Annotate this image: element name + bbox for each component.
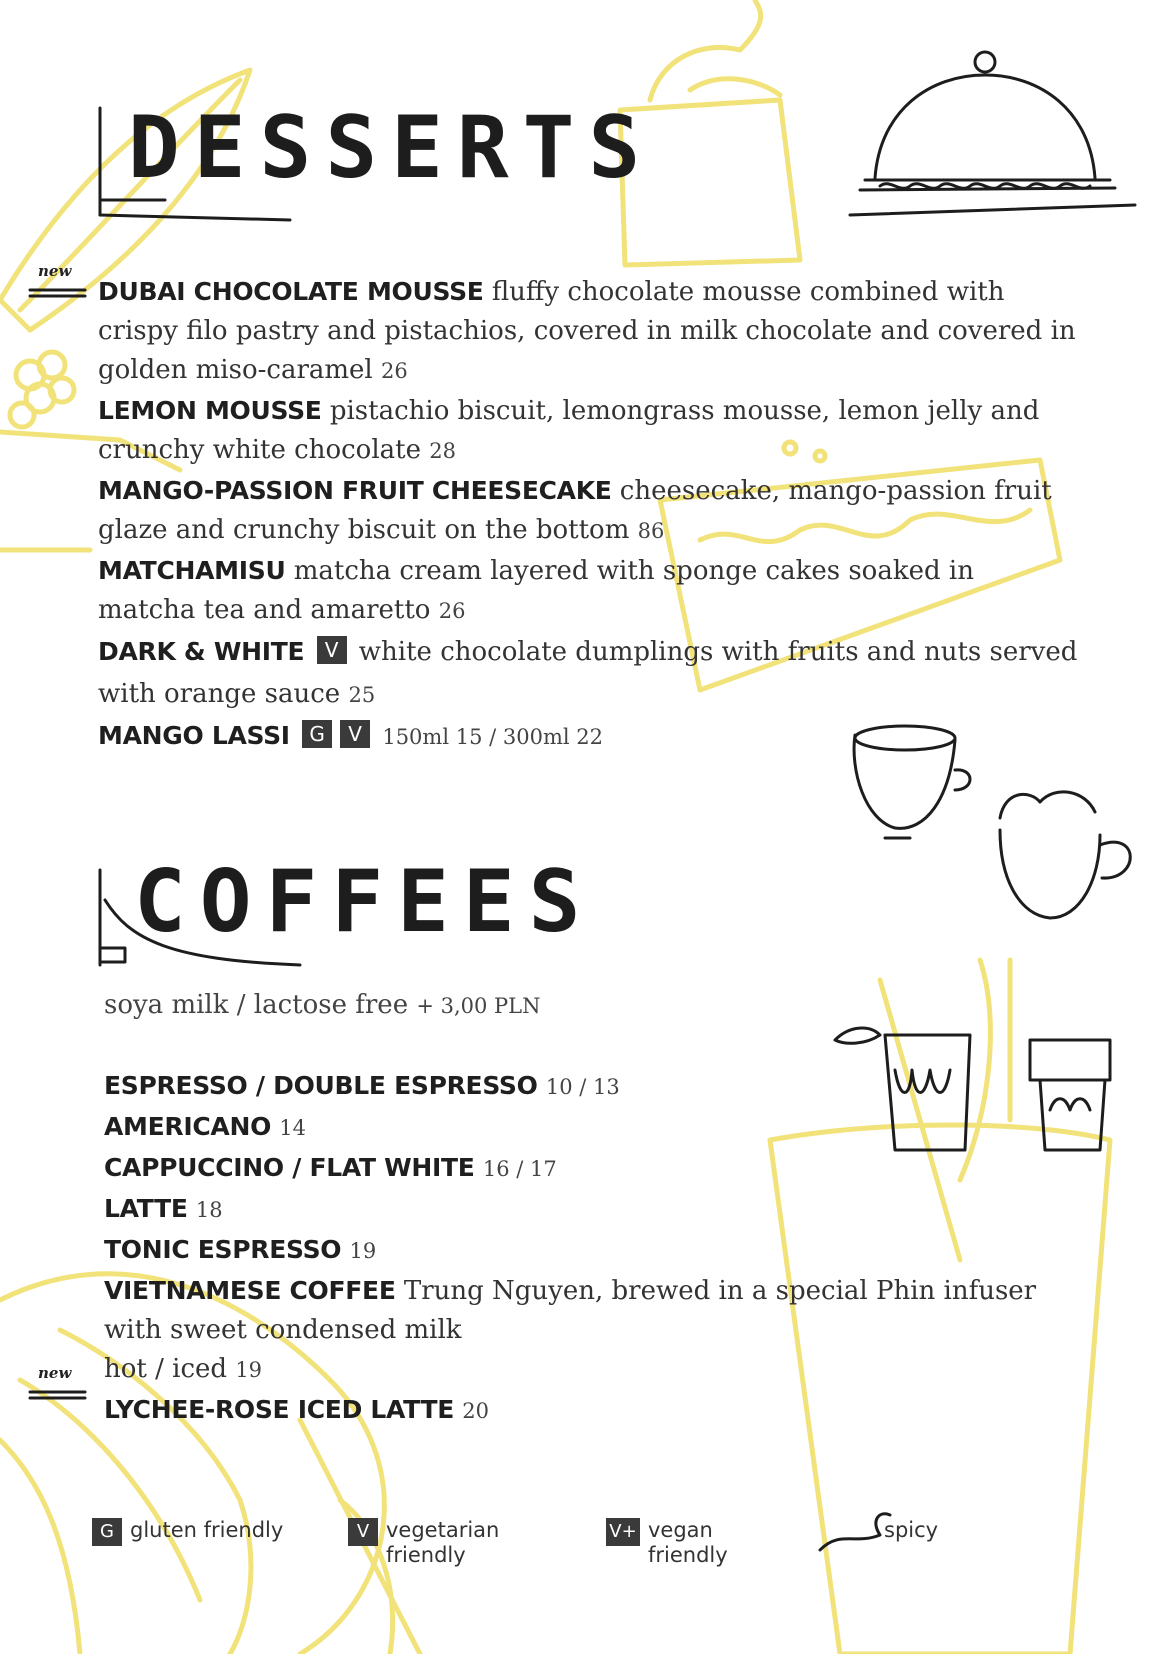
menu-item-mango-passion-cheesecake: MANGO-PASSION FRUIT CHEESECAKE cheesecake, mango-passion fruit glaze and crunchy biscuit on the bottom 86 — [98, 476, 1052, 545]
vegetarian-badge: V — [317, 636, 347, 664]
new-label-lychee: new — [38, 1364, 72, 1382]
coffees-title: COFFEES — [134, 852, 595, 952]
menu-item-vietnamese-coffee: VIETNAMESE COFFEE Trung Nguyen, brewed in a special Phin infuser with sweet condensed milk hot / iced 19 — [104, 1276, 1037, 1384]
desserts-list — [98, 272, 1078, 757]
menu-item-americano: AMERICANO 14 — [104, 1112, 307, 1141]
coffees-list — [104, 1066, 1064, 1431]
legend-gluten: G gluten friendly — [92, 1518, 283, 1546]
gluten-badge: G — [302, 720, 332, 748]
milk-note: soya milk / lactose free + 3,00 PLN — [104, 990, 541, 1020]
menu-item-cappuccino: CAPPUCCINO / FLAT WHITE 16 / 17 — [104, 1153, 557, 1182]
menu-item-espresso: ESPRESSO / DOUBLE ESPRESSO 10 / 13 — [104, 1071, 620, 1100]
new-label-dubai: new — [38, 262, 72, 280]
vegetarian-badge: V — [340, 720, 370, 748]
legend-spicy: spicy — [884, 1518, 939, 1542]
menu-item-lychee-rose-latte: LYCHEE-ROSE ICED LATTE 20 — [104, 1395, 490, 1424]
menu-item-dark-white: DARK & WHITE V white chocolate dumplings with fruits and nuts served with orange sauce 25 — [98, 637, 1078, 709]
menu-item-matchamisu: MATCHAMISU matcha cream layered with sponge cakes soaked in matcha tea and amaretto 26 — [98, 556, 974, 625]
desserts-title: DESSERTS — [128, 98, 655, 198]
legend-vegetarian: V vegetarian friendly — [348, 1518, 499, 1568]
cloche-icon — [875, 75, 1095, 178]
vegetarian-badge: V — [348, 1518, 378, 1546]
spicy-icon — [820, 1514, 890, 1550]
vegan-badge: V+ — [606, 1518, 640, 1546]
menu-item-dubai-chocolate-mousse: DUBAI CHOCOLATE MOUSSE fluffy chocolate mousse combined with crispy filo pastry and pistachios, covered in milk chocolate and covered in golden miso-caramel 26 — [98, 277, 1076, 385]
menu-item-tonic-espresso: TONIC ESPRESSO 19 — [104, 1235, 377, 1264]
cappuccino-icon — [1000, 830, 1100, 918]
gluten-badge: G — [92, 1518, 122, 1546]
menu-item-lemon-mousse: LEMON MOUSSE pistachio biscuit, lemongrass mousse, lemon jelly and crunchy white chocolate 28 — [98, 396, 1040, 465]
menu-item-latte: LATTE 18 — [104, 1194, 223, 1223]
legend-vegan: V+ vegan friendly — [606, 1518, 728, 1568]
menu-item-mango-lassi: MANGO LASSI G V 150ml 15 / 300ml 22 — [98, 721, 603, 750]
